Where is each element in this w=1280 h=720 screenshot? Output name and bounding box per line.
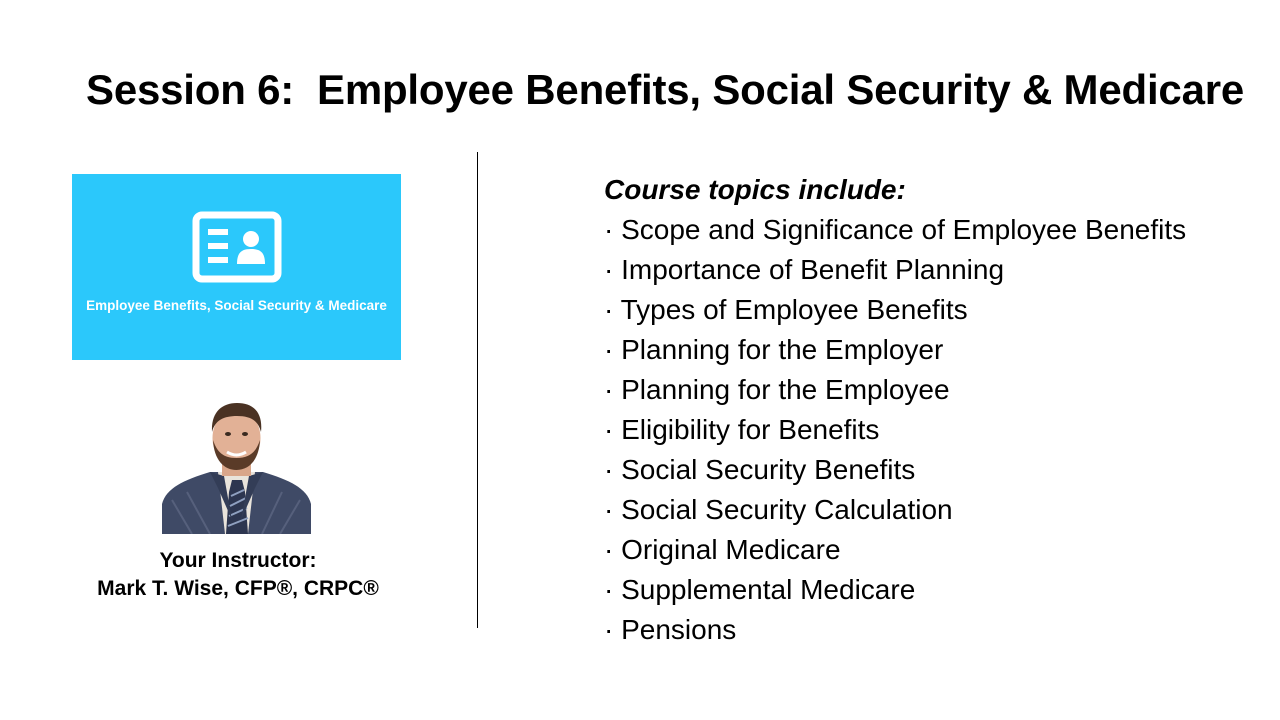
slide-title: Session 6: Employee Benefits, Social Security & Medicare (86, 66, 1245, 113)
course-topics (604, 170, 1186, 650)
card-caption: Employee Benefits, Social Security & Medicare (86, 298, 387, 313)
instructor-photo (162, 400, 311, 534)
topic-item: · Pensions (604, 614, 737, 645)
topic-item: · Original Medicare (604, 534, 841, 565)
topic-item: · Planning for the Employee (604, 374, 950, 405)
topic-item: · Social Security Benefits (604, 454, 916, 485)
instructor-name: Mark T. Wise, CFP®, CRPC® (97, 577, 379, 600)
instructor-label (60, 547, 416, 603)
topic-item: · Types of Employee Benefits (604, 294, 968, 325)
topic-item: · Importance of Benefit Planning (604, 254, 1005, 285)
column-divider (477, 152, 478, 628)
topic-item: · Eligibility for Benefits (604, 414, 880, 445)
instructor-heading: Your Instructor: (159, 549, 317, 572)
id-card-icon (192, 211, 282, 283)
topic-item: · Scope and Significance of Employee Benefits (604, 214, 1187, 245)
topic-item: · Supplemental Medicare (604, 574, 916, 605)
topic-item: · Planning for the Employer (604, 334, 944, 365)
topics-heading: Course topics include: (604, 174, 906, 205)
topic-item: · Social Security Calculation (604, 494, 953, 525)
